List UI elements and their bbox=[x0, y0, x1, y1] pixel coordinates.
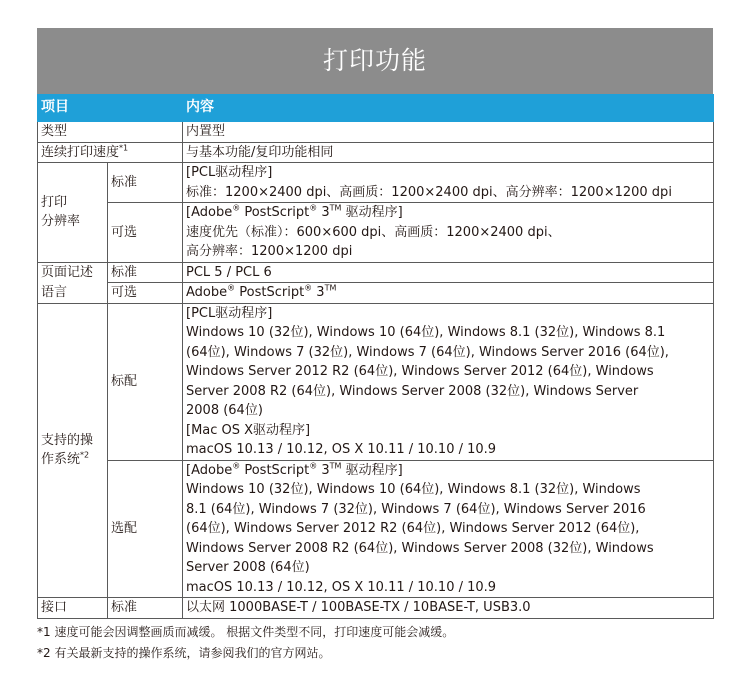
header-item: 项目 bbox=[38, 95, 183, 122]
footnote-mark: *2 bbox=[80, 450, 90, 460]
footnote-2: *2 有关最新支持的操作系统，请参阅我们的官方网站。 bbox=[37, 646, 331, 660]
interface-content: 以太网 1000BASE-T / 100BASE-TX / 10BASE-T, USB3.0 bbox=[183, 598, 714, 619]
table-row bbox=[38, 163, 714, 203]
row-label-speed: 连续打印速度$^{*1}$ bbox=[38, 142, 183, 163]
row-label-interface: 接口 bbox=[38, 598, 108, 619]
resolution-standard-content: [PCL驱动程序] 标准：1200×2400 dpi、高画质：1200×2400 dpi、高分辨率：1200×1200 dpi bbox=[183, 163, 714, 203]
spec-table bbox=[37, 94, 714, 619]
sub-label-standard: 标配 bbox=[108, 303, 183, 460]
sub-label-optional: 选配 bbox=[108, 460, 183, 598]
table-row bbox=[38, 303, 714, 460]
table-row bbox=[38, 122, 714, 143]
os-standard-content: [PCL驱动程序] Windows 10 (32位), Windows 10 (64位), Windows 8.1 (32位), Windows 8.1 (64位), Windows 7 (32位), Windows 7 (64位), Windows Server 2016 (64位), Windows Server 2012 R2 (64位), Windows Server 2012 (64位), Windows Server 2008 R2 (64位), Windows Server 2008 (32位), Windows Server 2008 (64位) [Mac OS X驱动程序] macOS 10.13 / 10.12, OS X 10.11 / 10.10 / 10.9 bbox=[183, 303, 714, 460]
table-row bbox=[38, 142, 714, 163]
footnote-mark: *1 bbox=[119, 143, 129, 153]
table-row bbox=[38, 203, 714, 263]
section-title: 打印功能 bbox=[37, 28, 713, 94]
table-row bbox=[38, 283, 714, 304]
row-value-speed: 与基本功能/复印功能相同 bbox=[183, 142, 714, 163]
header-content: 内容 bbox=[183, 95, 714, 122]
sub-label-standard: 标准 bbox=[108, 262, 183, 283]
resolution-optional-content: [Adobe® PostScript® 3™ 驱动程序] 速度优先（标准）：600×600 dpi、高画质：1200×2400 dpi、 高分辨率：1200×1200 dpi bbox=[183, 203, 714, 263]
footnote-1: *1 速度可能会因调整画质而减缓。 根据文件类型不同，打印速度可能会减缓。 bbox=[37, 625, 455, 639]
row-label-type: 类型 bbox=[38, 122, 183, 143]
row-label-os: 支持的操 作系统$^{*2}$ bbox=[38, 303, 108, 598]
row-value-type: 内置型 bbox=[183, 122, 714, 143]
table-row bbox=[38, 460, 714, 598]
pdl-standard-content: PCL 5 / PCL 6 bbox=[183, 262, 714, 283]
table-header-row bbox=[38, 95, 714, 122]
table-row bbox=[38, 262, 714, 283]
footnotes bbox=[37, 622, 717, 664]
row-label-resolution: 打印 分辨率 bbox=[38, 163, 108, 263]
sub-label-standard: 标准 bbox=[108, 163, 183, 203]
table-row bbox=[38, 598, 714, 619]
sub-label-standard: 标准 bbox=[108, 598, 183, 619]
pdl-optional-content: Adobe® PostScript® 3™ bbox=[183, 283, 714, 304]
sub-label-optional: 可选 bbox=[108, 203, 183, 263]
sub-label-optional: 可选 bbox=[108, 283, 183, 304]
os-optional-content: [Adobe® PostScript® 3™ 驱动程序] Windows 10 (32位), Windows 10 (64位), Windows 8.1 (32位), Windows 8.1 (64位), Windows 7 (32位), Windows 7 (64位), Windows Server 2016 (64位), Windows Server 2012 R2 (64位), Windows Server 2012 (64位), Windows Server 2008 R2 (64位), Windows Server 2008 (32位), Windows Server 2008 (64位) macOS 10.13 / 10.12, OS X 10.11 / 10.10 / 10.9 bbox=[183, 460, 714, 598]
row-label-pdl: 页面记述 语言 bbox=[38, 262, 108, 303]
